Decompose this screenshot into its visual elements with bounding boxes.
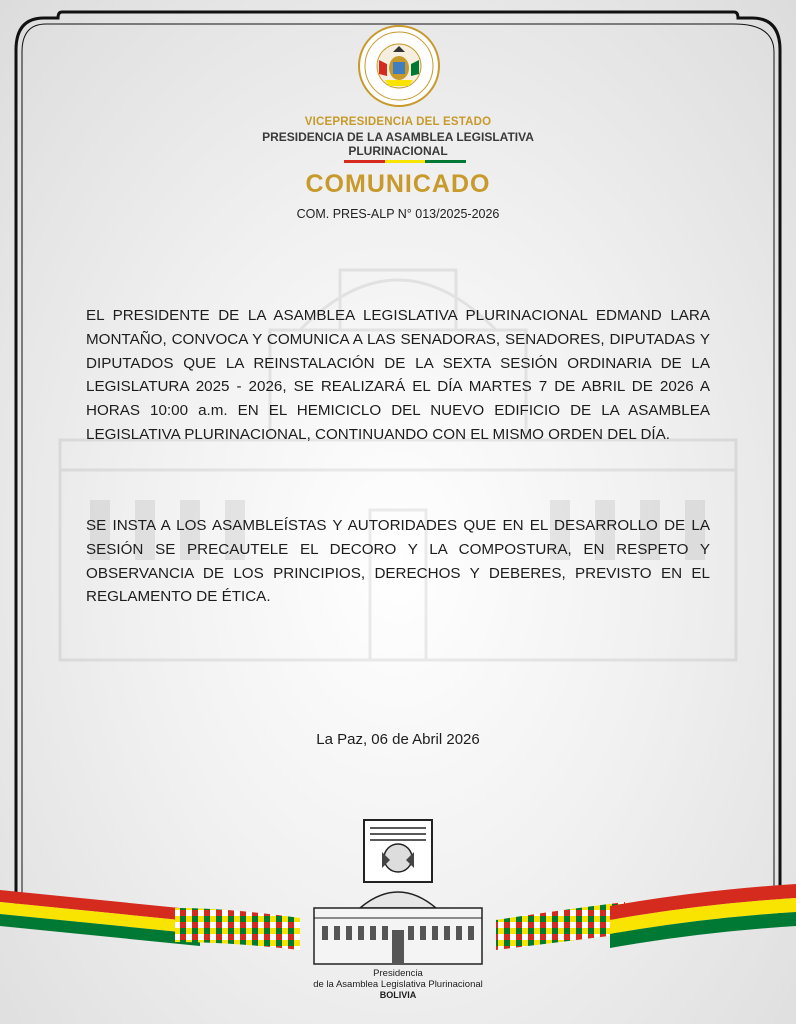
vicepresidency-seal	[357, 24, 441, 108]
flag-divider	[344, 160, 466, 163]
footer-line-2: de la Asamblea Legislativa Plurinacional	[313, 979, 483, 990]
body-paragraph-1: EL PRESIDENTE DE LA ASAMBLEA LEGISLATIVA PLURINACIONAL EDMAND LARA MONTAÑO, CONVOCA Y COMUNICA A LAS SENADORAS, SENADORES, DIPUTADAS Y DIPUTADOS QUE LA REINSTALACIÓN DE LA SEXTA SESIÓN ORDINARIA DE LA LEGISLATURA 2025 - 2026, SE REALIZARÁ EL DÍA MARTES 7 DE ABRIL DE 2026 A HORAS 10:00 a.m. EN EL HEMICICLO DEL NUEVO EDIFICIO DE LA ASAMBLEA LEGISLATIVA PLURINACIONAL, CONTINUANDO CON EL MISMO ORDEN DEL DÍA.	[86, 307, 710, 443]
document-code: COM. PRES-ALP N° 013/2025-2026	[296, 207, 500, 221]
document-date: La Paz, 06 de Abril 2026	[316, 731, 480, 748]
assembly-building-logo	[300, 818, 496, 970]
footer-line-3: BOLIVIA	[379, 990, 417, 1000]
body-paragraph-2: SE INSTA A LOS ASAMBLEÍSTAS Y AUTORIDADES QUE EN EL DESARROLLO DE LA SESIÓN SE PRECAUTELE EL DECORO Y LA COMPOSTURA, EN RESPETO Y OBSERVANCIA DE LOS PRINCIPIOS, DERECHOS Y DEBERES, PREVISTO EN EL REGLAMENTO DE ÉTICA.	[86, 517, 710, 606]
presidency-line-1: PRESIDENCIA DE LA ASAMBLEA LEGISLATIVA	[262, 130, 534, 144]
presidency-line-2: PLURINACIONAL	[348, 144, 448, 158]
vicepresidency-label: VICEPRESIDENCIA DEL ESTADO	[304, 116, 492, 128]
page-title: COMUNICADO	[305, 170, 491, 198]
footer-line-1: Presidencia	[373, 968, 423, 979]
